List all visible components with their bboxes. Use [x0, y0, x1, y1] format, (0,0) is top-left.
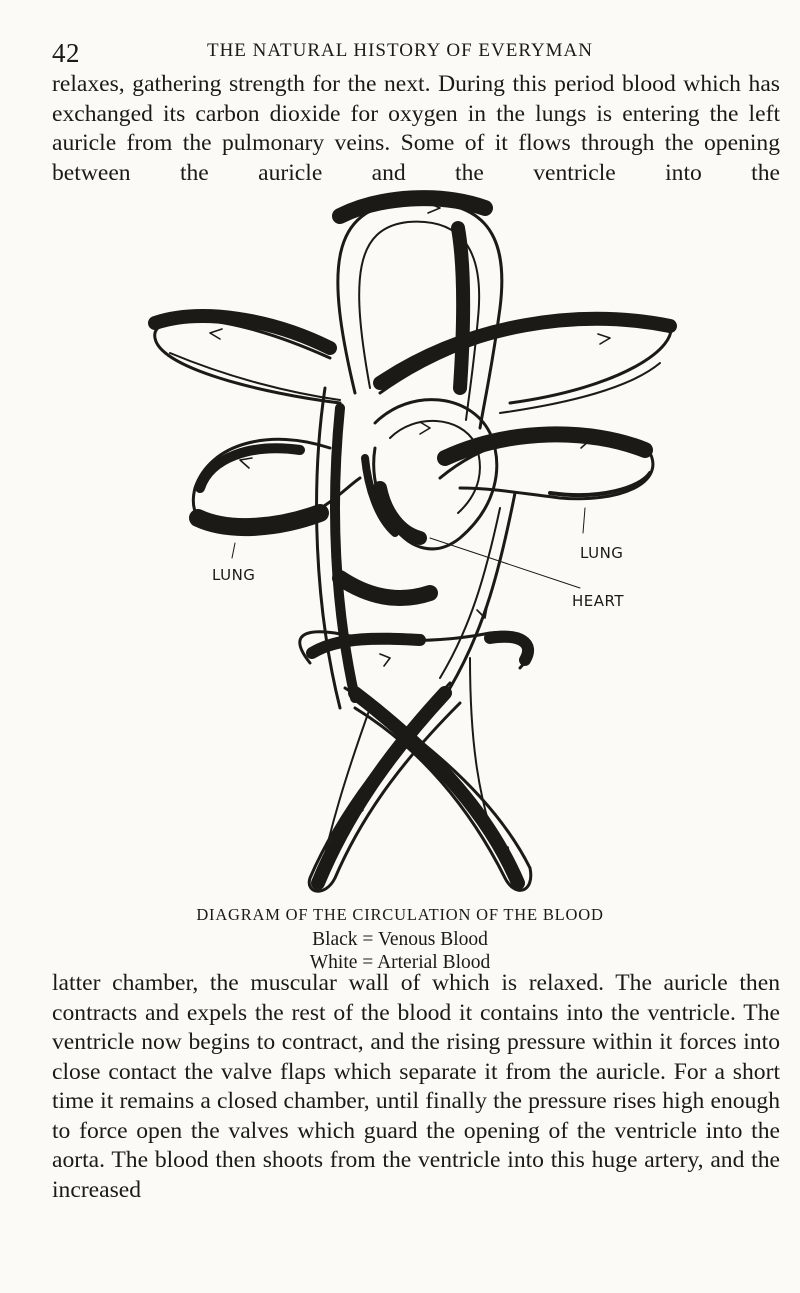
- left-arm-loop: [155, 316, 340, 403]
- figure-caption-title: DIAGRAM OF THE CIRCULATION OF THE BLOOD: [196, 905, 604, 924]
- leader-line-right-lung: [583, 508, 585, 533]
- body-paragraph-bottom: latter chamber, the muscular wall of which is relaxed. The auricle then contracts and expels the rest of the blood it contains into the ventricle. The ventricle now begins to contract, and the rising pressure within it forces into close contact the valve flaps which separate it from the auricle. For a short time it remains a closed chamber, until finally the pressure rises high enough to force open the valves which guard the opening of the ventricle into the aorta. The blood then shoots from the ventricle into this huge artery, and the increased: [52, 970, 780, 1203]
- legend-venous: Black = Venous Blood: [312, 929, 488, 950]
- label-lung-left: LUNG: [212, 566, 256, 584]
- lower-loops: [309, 658, 531, 891]
- label-heart: HEART: [572, 592, 625, 610]
- circulation-diagram: [140, 188, 680, 898]
- legend-arterial: White = Arterial Blood: [309, 952, 491, 973]
- head-loop: [338, 198, 502, 428]
- heart: [365, 400, 497, 549]
- leader-line-left-lung: [232, 543, 235, 558]
- body-paragraph-top: relaxes, gathering strength for the next. During this period blood which has exchanged its carbon dioxide for oxygen in the lungs is entering the left auricle from the pulmonary veins. Some of it flows through the opening between the auricle and the ventricle into the: [52, 71, 780, 186]
- right-lung: [440, 434, 653, 498]
- label-lung-right: LUNG: [580, 544, 624, 562]
- page-number: 42: [52, 38, 80, 68]
- running-head: THE NATURAL HISTORY OF EVERYMAN: [206, 40, 594, 61]
